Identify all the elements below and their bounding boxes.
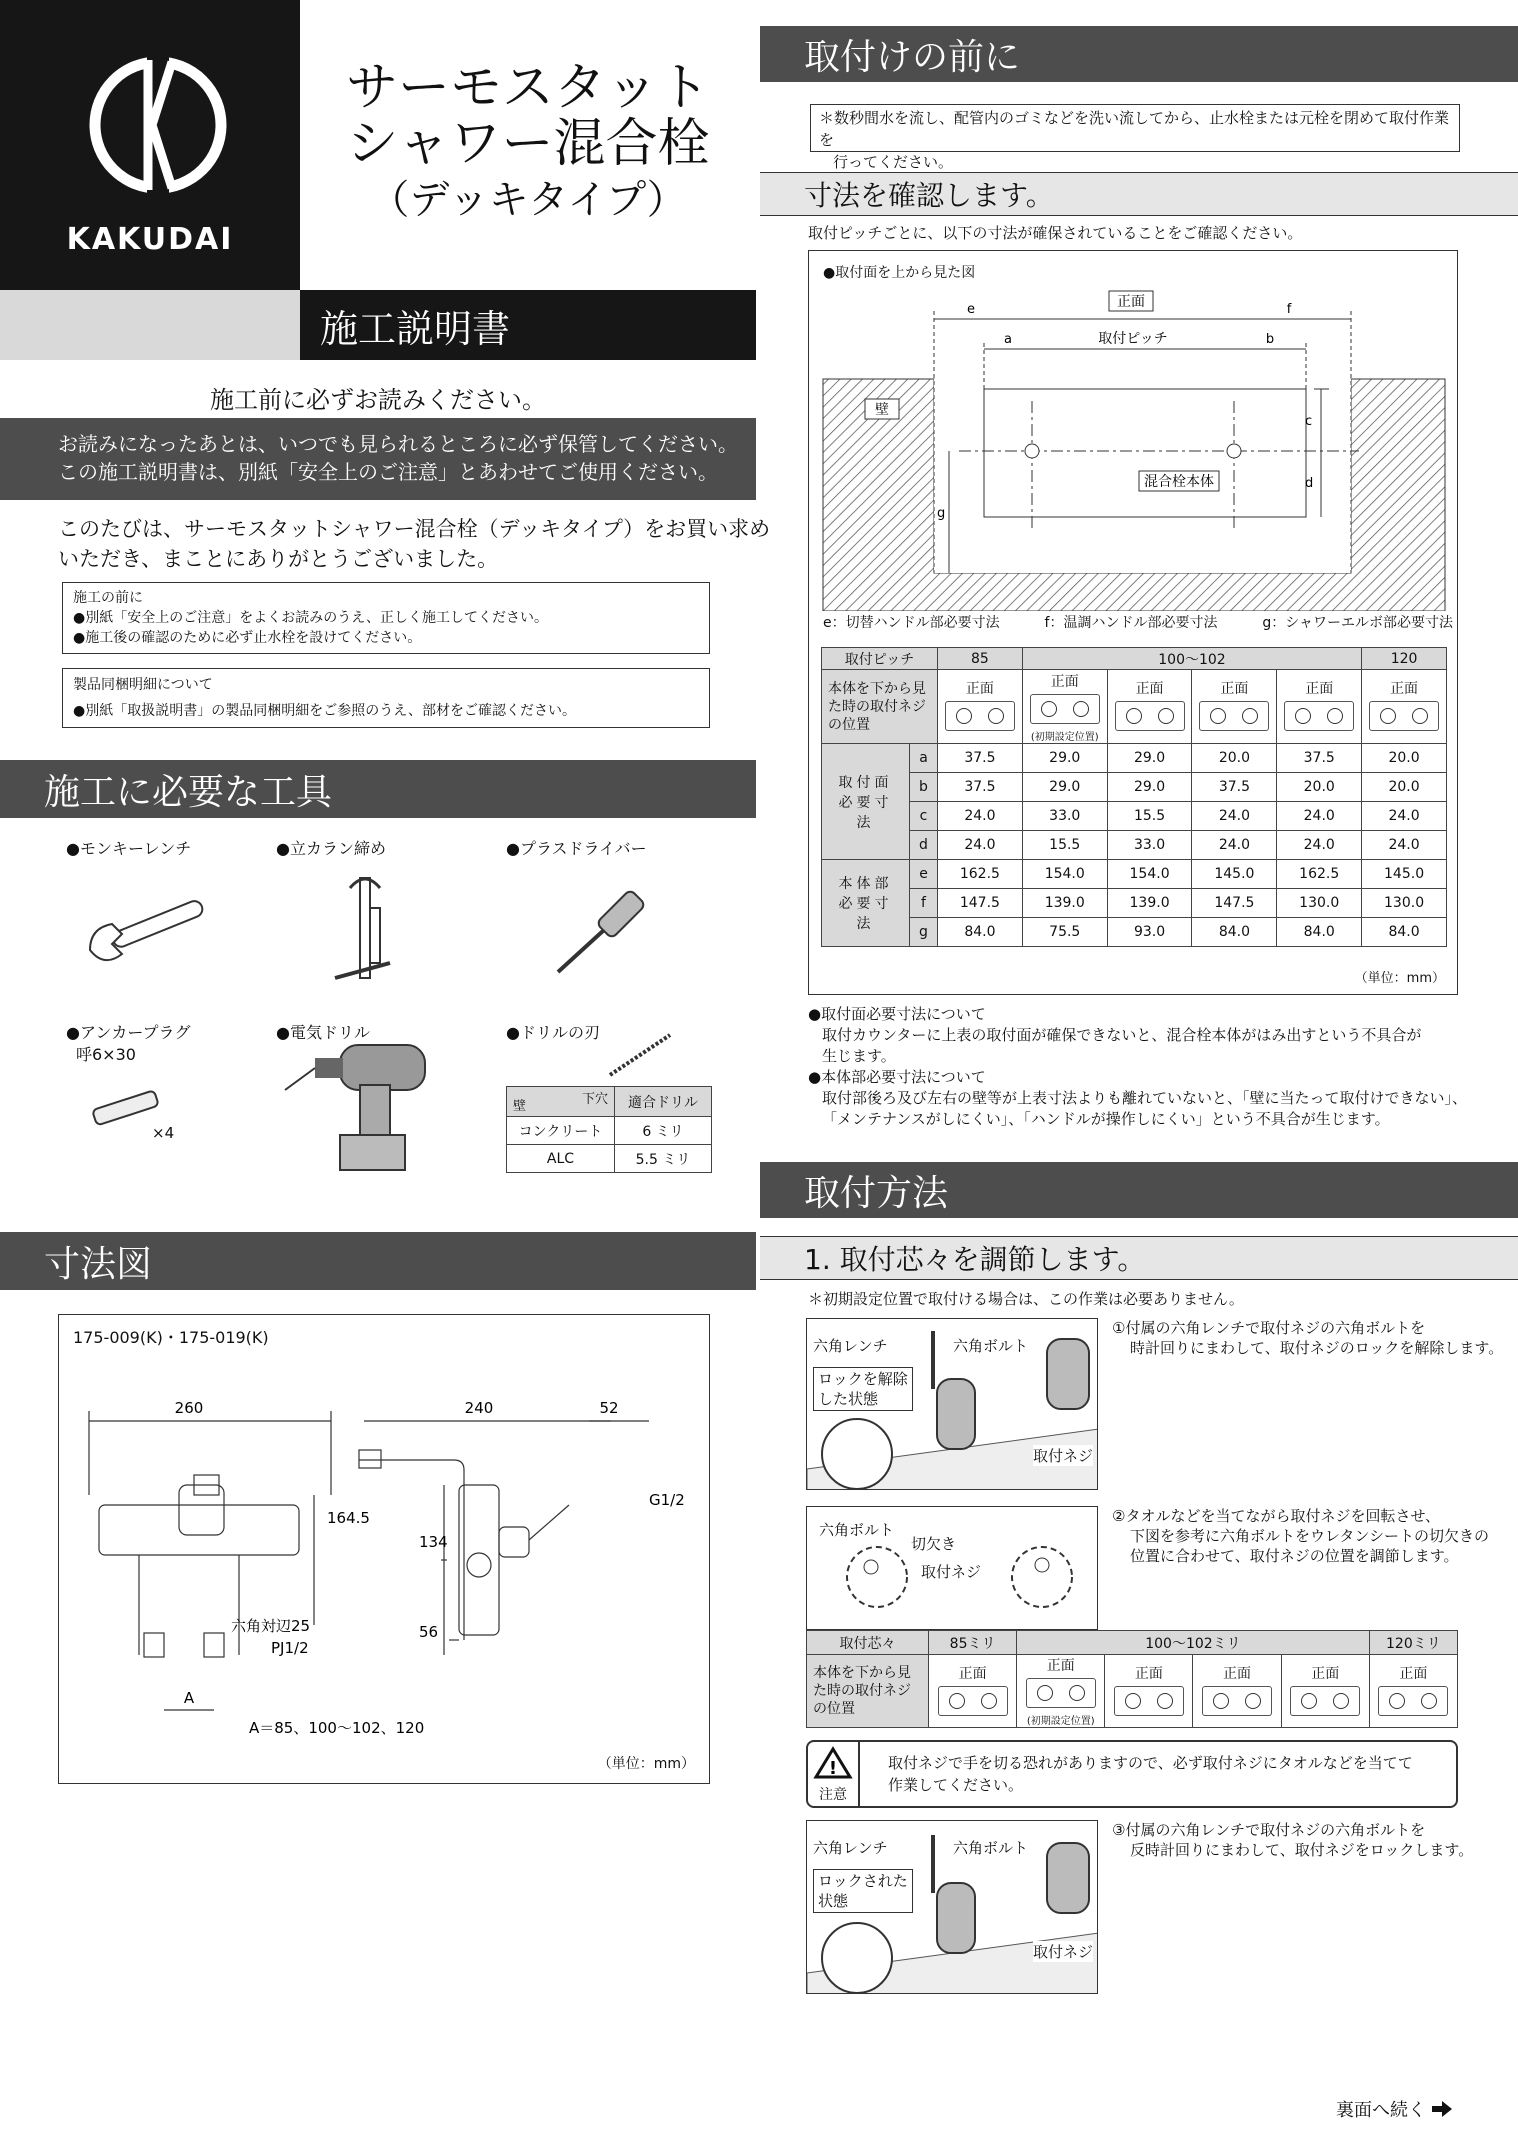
drill-table-col2: 適合ドリル — [615, 1087, 712, 1117]
figure-rotate — [806, 1506, 1098, 1630]
before-box-item: ●施工後の確認のために必ず止水栓を設けてください。 — [73, 630, 422, 646]
face-cell — [1369, 1655, 1457, 1728]
dimension-drawing-svg — [59, 1315, 711, 1785]
face-front: 正面 — [1046, 1658, 1075, 1674]
step3-text-1: ③付属の六角レンチで取付ネジの六角ボルトを — [1112, 1821, 1426, 1839]
face-front: 正面 — [958, 1665, 987, 1682]
screw-position-icon — [1202, 1686, 1272, 1716]
face-front: 正面 — [1390, 681, 1419, 697]
face-front: 正面 — [1220, 681, 1249, 697]
th-pitch: 取付芯々 — [807, 1631, 929, 1655]
face-initial: (初期設定位置) — [1026, 1716, 1095, 1727]
thanks — [58, 514, 770, 574]
legend-f: f：温調ハンドル部必要寸法 — [1044, 615, 1218, 631]
row-key: f — [910, 889, 938, 918]
face-cell — [1022, 670, 1107, 744]
label-wrench: 六角レンチ — [813, 1337, 888, 1355]
label-wrench: 六角レンチ — [813, 1839, 888, 1857]
face-front: 正面 — [1223, 1665, 1252, 1682]
table-cell: 24.0 — [1277, 831, 1362, 860]
row-key: d — [910, 831, 938, 860]
dimension-heading: 寸法図 — [0, 1232, 756, 1290]
screw-position-icon — [1284, 701, 1354, 731]
table-cell: 33.0 — [1022, 802, 1107, 831]
keep-note-1: お読みになったあとは、いつでも見られるところに必ず保管してください。 — [58, 432, 738, 456]
note1-title: ●取付面必要寸法について — [808, 1005, 986, 1023]
legend-e: e：切替ハンドル部必要寸法 — [823, 615, 1000, 631]
diagram-f: f — [1286, 302, 1292, 317]
before-install-note — [810, 104, 1460, 171]
note2-line: 「メンテナンスがしにくい」、「ハンドルが操作しにくい」という不具合が生じます。 — [822, 1110, 1390, 1128]
note1-line: 生じます。 — [822, 1047, 896, 1065]
face-cell — [938, 670, 1023, 744]
table-cell: 29.0 — [1107, 744, 1192, 773]
continue-text: 裏面へ続く — [1336, 2100, 1426, 2121]
dim-52: 52 — [599, 1399, 619, 1417]
drill-table-cell: ALC — [507, 1145, 615, 1173]
face-front: 正面 — [1311, 1665, 1340, 1682]
diagram-body: 混合栓本体 — [1144, 474, 1214, 490]
tool-label: ●プラスドライバー — [506, 839, 647, 858]
table-cell: 29.0 — [1022, 773, 1107, 802]
table-cell: 24.0 — [1192, 802, 1277, 831]
th-85: 85ミリ — [929, 1631, 1017, 1655]
dimension-unit: （単位：mm） — [597, 1756, 695, 1772]
th-100: 100〜102 — [1022, 648, 1361, 670]
before-install-note-2: 行ってください。 — [833, 153, 954, 171]
table-cell: 20.0 — [1362, 744, 1447, 773]
face-cell — [929, 1655, 1017, 1728]
table-cell: 139.0 — [1022, 889, 1107, 918]
screw-position-icon — [938, 1686, 1008, 1716]
th-120: 120ミリ — [1369, 1631, 1457, 1655]
caution-badge — [808, 1742, 860, 1806]
label-bolt: 六角ボルト — [953, 1337, 1029, 1355]
table-unit: （単位：mm） — [1354, 971, 1445, 986]
row-key: c — [910, 802, 938, 831]
caution-text-1: 取付ネジで手を切る恐れがありますので、必ず取付ネジにタオルなどを当てて — [888, 1754, 1413, 1772]
tool-label: ●アンカープラグ — [66, 1023, 191, 1042]
tool-label: ●モンキーレンチ — [66, 839, 192, 858]
parts-box-item: ●別紙「取扱説明書」の製品同梱明細をご参照のうえ、部材をご確認ください。 — [73, 703, 577, 719]
drill-table-hole: 下穴 — [581, 1092, 608, 1107]
table-cell: 162.5 — [938, 860, 1023, 889]
before-box — [62, 582, 710, 654]
check-dims-heading: 寸法を確認します。 — [760, 172, 1518, 216]
step3-text — [1112, 1820, 1473, 1860]
table-cell: 24.0 — [1362, 831, 1447, 860]
title-line2: シャワー混合栓 — [346, 114, 710, 174]
table-cell: 84.0 — [938, 918, 1023, 947]
row-key: a — [910, 744, 938, 773]
screw-position-icon — [1115, 701, 1185, 731]
tool-label: ●立カラン締め — [276, 839, 386, 858]
face-front: 正面 — [1399, 1665, 1428, 1682]
locked-1: ロックされた — [818, 1872, 908, 1890]
tool-label: ●ドリルの刃 — [506, 1023, 600, 1042]
diagram-legend — [823, 613, 1453, 633]
table-cell: 37.5 — [938, 744, 1023, 773]
screw-position-icon — [1199, 701, 1269, 731]
table-cell: 29.0 — [1022, 744, 1107, 773]
label-screw: 取付ネジ — [1032, 1447, 1093, 1465]
figure-unlock — [806, 1318, 1098, 1490]
dim-260: 260 — [174, 1399, 204, 1417]
diagram-front: 正面 — [1117, 294, 1145, 310]
dim-pj: PJ1/2 — [271, 1639, 309, 1657]
warning-icon — [813, 1746, 853, 1780]
table-cell: 145.0 — [1192, 860, 1277, 889]
table-cell: 24.0 — [938, 802, 1023, 831]
step2-text-2: 下図を参考に六角ボルトをウレタンシートの切欠きの — [1130, 1527, 1490, 1545]
table-cell: 84.0 — [1192, 918, 1277, 947]
before-install-heading: 取付けの前に — [760, 26, 1518, 82]
table-cell: 154.0 — [1022, 860, 1107, 889]
dimension-drawing — [58, 1314, 710, 1784]
diagram-g: g — [937, 506, 946, 521]
table-cell: 145.0 — [1362, 860, 1447, 889]
table-cell: 154.0 — [1107, 860, 1192, 889]
step1-text-1: ①付属の六角レンチで取付ネジの六角ボルトを — [1112, 1319, 1426, 1337]
diagram-caption: ●取付面を上から見た図 — [823, 265, 976, 281]
tools-heading: 施工に必要な工具 — [0, 760, 756, 818]
dim-164: 164.5 — [327, 1509, 370, 1527]
note2-title: ●本体部必要寸法について — [808, 1068, 986, 1086]
keep-note — [0, 418, 756, 500]
face-cell — [1017, 1655, 1105, 1728]
row-key: b — [910, 773, 938, 802]
note2-line: 取付部後ろ及び左右の壁等が上表寸法よりも離れていないと、「壁に当たって取付けできない」、 — [822, 1089, 1468, 1107]
screw-position-icon — [1290, 1686, 1360, 1716]
step1-text-2: 時計回りにまわして、取付ネジのロックを解除します。 — [1130, 1339, 1504, 1357]
diagram-e: e — [967, 302, 975, 317]
screw-position-icon — [1114, 1686, 1184, 1716]
face-cell — [1105, 1655, 1193, 1728]
electric-drill-icon — [280, 1040, 430, 1180]
label-unlocked — [813, 1367, 913, 1411]
step2-text-3: 位置に合わせて、取付ネジの位置を調節します。 — [1130, 1547, 1459, 1565]
manual-title: 施工説明書 — [300, 290, 756, 360]
keep-note-2: この施工説明書は、別紙「安全上のご注意」とあわせてご使用ください。 — [58, 460, 718, 484]
face-front: 正面 — [1135, 681, 1164, 697]
before-box-title: 施工の前に — [73, 590, 143, 606]
label-locked — [813, 1869, 913, 1913]
table-cell: 24.0 — [938, 831, 1023, 860]
table-cell: 37.5 — [1277, 744, 1362, 773]
unlocked-1: ロックを解除 — [818, 1370, 908, 1388]
screw-position-icon — [1026, 1678, 1096, 1708]
diagram-a: a — [1004, 332, 1012, 347]
faucet-wrench-icon — [330, 868, 420, 993]
face-cell — [1192, 670, 1277, 744]
dimension-table — [821, 647, 1447, 947]
group-label: 取付面必要寸法 — [822, 744, 910, 860]
screw-position-icon — [1030, 694, 1100, 724]
label-screw: 取付ネジ — [921, 1563, 982, 1581]
th-pitch: 取付ピッチ — [822, 648, 938, 670]
face-front: 正面 — [1134, 1665, 1163, 1682]
arrow-right-icon — [1430, 2099, 1454, 2119]
face-cell — [1281, 1655, 1369, 1728]
caution-text — [888, 1752, 1413, 1796]
dim-g12: G1/2 — [649, 1491, 685, 1509]
continue-note — [1336, 2096, 1454, 2122]
brand-name: KAKUDAI — [66, 222, 234, 257]
table-cell: 130.0 — [1277, 889, 1362, 918]
face-cell — [1277, 670, 1362, 744]
group-label: 本体部必要寸法 — [822, 860, 910, 947]
row-face-label: 本体を下から見た時の取付ネジの位置 — [822, 670, 938, 744]
svg-text:!: ! — [828, 1758, 838, 1779]
step1-heading: 1. 取付芯々を調節します。 — [760, 1236, 1518, 1280]
tool-label: ●電気ドリル — [276, 1023, 370, 1042]
caution-box — [806, 1740, 1458, 1808]
face-cell — [1362, 670, 1447, 744]
table-cell: 24.0 — [1277, 802, 1362, 831]
caution-text-2: 作業してください。 — [888, 1776, 1024, 1794]
step1-note: ＊初期設定位置で取付ける場合は、この作業は必要ありません。 — [808, 1290, 1244, 1308]
install-heading: 取付方法 — [760, 1162, 1518, 1218]
legend-g: g：シャワーエルボ部必要寸法 — [1262, 615, 1453, 631]
dim-a-values: A＝85、100〜102、120 — [249, 1719, 425, 1737]
read-first: 施工前に必ずお読みください。 — [210, 386, 546, 414]
dim-134: 134 — [419, 1533, 448, 1551]
table-cell: 33.0 — [1107, 831, 1192, 860]
anchor-qty: ×4 — [152, 1124, 175, 1142]
diagram-d: d — [1305, 476, 1314, 491]
row-face-label: 本体を下から見た時の取付ネジの位置 — [807, 1655, 929, 1728]
table-cell: 139.0 — [1107, 889, 1192, 918]
parts-box — [62, 668, 710, 728]
brand-block — [0, 0, 300, 290]
table-cell: 20.0 — [1277, 773, 1362, 802]
dim-240: 240 — [464, 1399, 494, 1417]
face-front: 正面 — [965, 681, 994, 697]
table-cell: 84.0 — [1277, 918, 1362, 947]
model-number: 175-009(K)・175-019(K) — [73, 1328, 269, 1347]
table-cell: 93.0 — [1107, 918, 1192, 947]
table-cell: 84.0 — [1362, 918, 1447, 947]
table-cell: 24.0 — [1362, 802, 1447, 831]
drill-table-cell: 5.5 ミリ — [615, 1145, 712, 1173]
drill-bit-icon — [600, 1030, 680, 1080]
face-front: 正面 — [1050, 673, 1079, 690]
label-screw: 取付ネジ — [1032, 1943, 1093, 1961]
th-120: 120 — [1362, 648, 1447, 670]
pitch-table — [806, 1630, 1458, 1728]
check-dims-notes — [808, 1004, 1467, 1130]
drill-table-cell: 6 ミリ — [615, 1117, 712, 1145]
top-view-diagram — [809, 251, 1459, 611]
step2-text-1: ②タオルなどを当てながら取付ネジを回転させ、 — [1112, 1507, 1440, 1525]
face-front: 正面 — [1305, 681, 1334, 697]
table-cell: 130.0 — [1362, 889, 1447, 918]
label-notch: 切欠き — [911, 1535, 957, 1553]
table-cell: 37.5 — [1192, 773, 1277, 802]
drill-table — [506, 1086, 712, 1173]
label-bolt: 六角ボルト — [953, 1839, 1029, 1857]
table-cell: 24.0 — [1192, 831, 1277, 860]
row-key: g — [910, 918, 938, 947]
left-grey-band — [0, 290, 300, 360]
diagram-b: b — [1265, 332, 1275, 347]
caution-label: 注意 — [819, 1787, 847, 1803]
screw-position-icon — [1378, 1686, 1448, 1716]
dim-a: A — [183, 1689, 195, 1707]
th-85: 85 — [938, 648, 1023, 670]
anchor-size: 呼6×30 — [76, 1045, 136, 1064]
step1-text — [1112, 1318, 1503, 1358]
th-100: 100〜102ミリ — [1017, 1631, 1370, 1655]
screw-position-icon — [1369, 701, 1439, 731]
screw-position-icon — [945, 701, 1015, 731]
face-cell — [1107, 670, 1192, 744]
label-bolt: 六角ボルト — [819, 1521, 895, 1539]
table-cell: 162.5 — [1277, 860, 1362, 889]
check-dims-intro: 取付ピッチごとに、以下の寸法が確保されていることをご確認ください。 — [808, 224, 1303, 242]
product-title — [300, 60, 756, 228]
face-initial: (初期設定位置) — [1030, 731, 1099, 743]
check-dims-box — [808, 250, 1458, 995]
before-install-note-1: ＊数秒間水を流し、配管内のゴミなどを洗い流してから、止水栓または元栓を閉めて取付作業を — [819, 109, 1450, 149]
table-cell: 147.5 — [938, 889, 1023, 918]
table-cell: 37.5 — [938, 773, 1023, 802]
screwdriver-icon — [540, 880, 670, 980]
monkey-wrench-icon — [80, 880, 210, 980]
table-cell: 15.5 — [1022, 831, 1107, 860]
drill-table-header — [507, 1087, 615, 1117]
thanks-1: このたびは、サーモスタットシャワー混合栓（デッキタイプ）をお買い求め — [58, 517, 771, 541]
unlocked-2: した状態 — [818, 1390, 879, 1408]
figure-lock — [806, 1820, 1098, 1994]
thanks-2: いただき、まことにありがとうございました。 — [58, 547, 499, 571]
locked-2: 状態 — [818, 1892, 849, 1910]
face-cell — [1193, 1655, 1281, 1728]
before-box-item: ●別紙「安全上のご注意」をよくお読みのうえ、正しく施工してください。 — [73, 610, 549, 626]
table-cell: 20.0 — [1362, 773, 1447, 802]
table-cell: 147.5 — [1192, 889, 1277, 918]
diagram-wall: 壁 — [875, 402, 889, 418]
dim-56: 56 — [419, 1623, 439, 1641]
title-line3: （デッキタイプ） — [369, 177, 687, 223]
dim-hex: 六角対辺25 — [231, 1617, 311, 1635]
step3-text-2: 反時計回りにまわして、取付ネジをロックします。 — [1130, 1841, 1474, 1859]
parts-box-title: 製品同梱明細について — [73, 677, 213, 693]
drill-table-wall: 壁 — [513, 1099, 527, 1114]
diagram-pitch: 取付ピッチ — [1098, 331, 1168, 347]
table-cell: 15.5 — [1107, 802, 1192, 831]
row-key: e — [910, 860, 938, 889]
title-line1: サーモスタット — [345, 58, 710, 118]
table-cell: 20.0 — [1192, 744, 1277, 773]
diagram-c: c — [1305, 414, 1313, 429]
table-cell: 29.0 — [1107, 773, 1192, 802]
step2-text — [1112, 1506, 1489, 1566]
table-cell: 75.5 — [1022, 918, 1107, 947]
note1-line: 取付カウンターに上表の取付面が確保できないと、混合栓本体がはみ出すという不具合が — [822, 1026, 1422, 1044]
drill-table-cell: コンクリート — [507, 1117, 615, 1145]
